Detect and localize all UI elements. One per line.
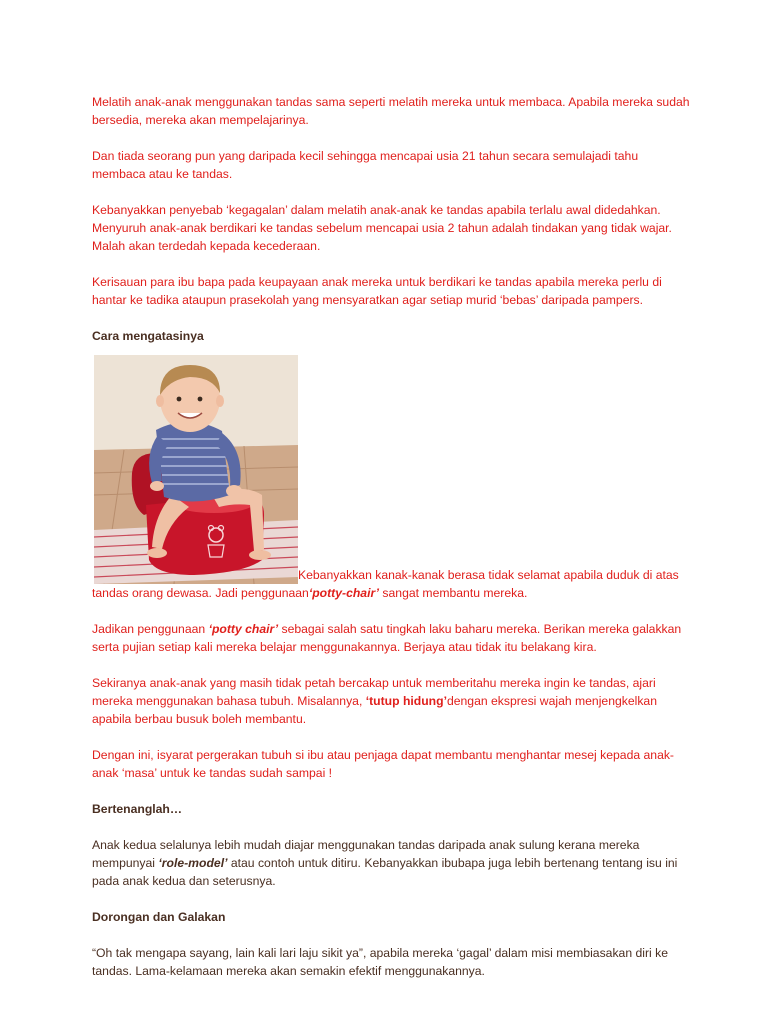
- article-body: [92, 93, 692, 980]
- paragraph-1: Melatih anak-anak menggunakan tandas sama seperti melatih mereka untuk membaca. Apabila mereka sudah bersedia, mereka akan mempelajarinya.: [92, 95, 690, 127]
- heading-bertenanglah: Bertenanglah…: [92, 802, 183, 816]
- paragraph-6: Jadikan penggunaan ‘potty chair’ sebagai salah satu tingkah laku baharu mereka. Berikan mereka galakkan serta pujian setiap kali mereka belajar menggunakannya. Berjaya atau tidak itu belakang kira.: [92, 622, 682, 654]
- paragraph-4: Kerisauan para ibu bapa pada keupayaan anak mereka untuk berdikari ke tandas apabila mereka perlu di hantar ke tadika ataupun prasekolah yang mensyaratkan agar setiap murid ‘bebas’ daripada pampers.: [92, 275, 662, 307]
- photo-child-on-potty: [94, 355, 298, 584]
- paragraph-10: “Oh tak mengapa sayang, lain kali lari laju sikit ya”, apabila mereka ‘gagal’ dalam misi membiasakan diri ke tandas. Lama-kelamaan mereka akan semakin efektif menggunakannya.: [92, 946, 669, 978]
- paragraph-5: Kebanyakkan kanak-kanak berasa tidak selamat apabila duduk di atas tandas orang dewasa. Jadi penggunaan‘potty-chair’ sangat membantu mereka.: [92, 355, 692, 602]
- tutup-hidung-emphasis: ‘tutup hidung’: [365, 694, 447, 708]
- paragraph-9: Anak kedua selalunya lebih mudah diajar menggunakan tandas daripada anak sulung kerana mereka mempunyai ‘role-model’ atau contoh untuk ditiru. Kebanyakkan ibubapa juga lebih bertenang tentang isu ini pada anak kedua dan seterusnya.: [92, 838, 678, 888]
- potty-chair-emphasis-2: ‘potty chair’: [208, 622, 279, 636]
- paragraph-7: Sekiranya anak-anak yang masih tidak petah bercakap untuk memberitahu mereka ingin ke tandas, ajari mereka menggunakan bahasa tubuh. Misalannya, ‘tutup hidung’dengan ekspresi wajah menjengkelkan apabila berbau busuk boleh membantu.: [92, 676, 657, 726]
- role-model-emphasis: ‘role-model’: [158, 856, 228, 870]
- potty-chair-emphasis: ‘potty-chair’: [308, 586, 380, 600]
- heading-cara-mengatasinya: Cara mengatasinya: [92, 329, 204, 343]
- paragraph-3: Kebanyakkan penyebab ‘kegagalan’ dalam melatih anak-anak ke tandas apabila terlalu awal didedahkan. Menyuruh anak-anak berdikari ke tandas sebelum mencapai usia 2 tahun adalah tindakan yang tidak wajar. Malah akan terdedah kepada kecederaan.: [92, 203, 672, 253]
- paragraph-8: Dengan ini, isyarat pergerakan tubuh si ibu atau penjaga dapat membantu menghantar mesej kepada anak-anak ‘masa’ untuk ke tandas sudah sampai !: [92, 748, 674, 780]
- paragraph-2: Dan tiada seorang pun yang daripada kecil sehingga mencapai usia 21 tahun secara semulajadi tahu membaca atau ke tandas.: [92, 149, 639, 181]
- heading-dorongan-dan-galakan: Dorongan dan Galakan: [92, 910, 226, 924]
